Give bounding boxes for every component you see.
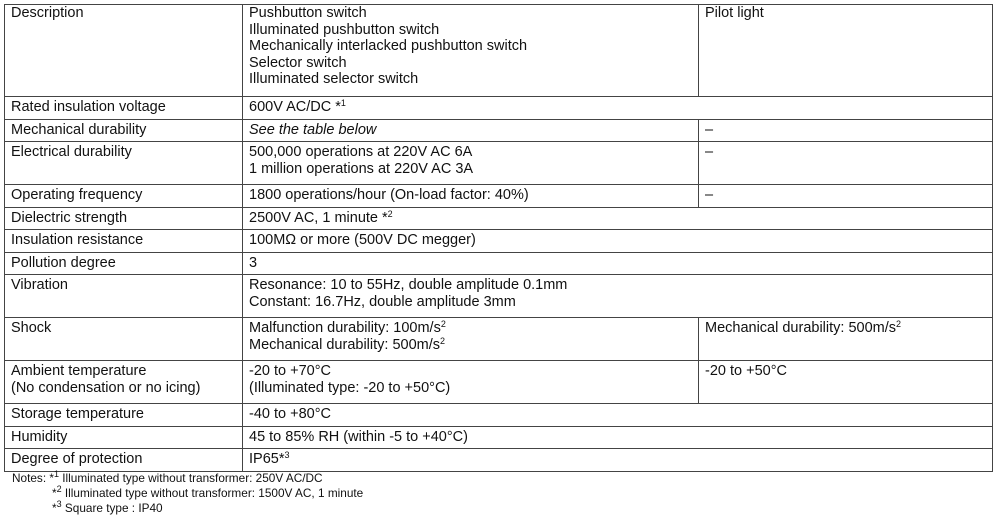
row-value: Resonance: 10 to 55Hz, double amplitude 0.1mm Constant: 16.7Hz, double amplitude 3mm xyxy=(243,275,993,318)
table-row xyxy=(5,230,993,253)
footnote-2: *$^2$ Illuminated type without transformer: 1500V AC, 1 minute xyxy=(52,484,364,500)
table-row xyxy=(5,119,993,142)
table-row xyxy=(5,449,993,472)
row-label: Mechanical durability xyxy=(5,119,243,142)
row-label: Ambient temperature (No condensation or no icing) xyxy=(5,361,243,404)
table-row xyxy=(5,275,993,318)
footnote-1: Notes: *$^1$ Illuminated type without transformer: 250V AC/DC xyxy=(12,469,323,485)
row-value: 1800 operations/hour (On-load factor: 40%) xyxy=(243,185,699,208)
row-label: Degree of protection xyxy=(5,449,243,472)
row-label: Dielectric strength xyxy=(5,207,243,230)
pilot-value: -20 to +50°C xyxy=(699,361,993,404)
row-value: 2500V AC, 1 minute *$^2$ xyxy=(243,207,993,230)
row-value: IP65*$^3$ xyxy=(243,449,993,472)
row-label: Humidity xyxy=(5,426,243,449)
row-label: Shock xyxy=(5,318,243,361)
table-row xyxy=(5,318,993,361)
table-row xyxy=(5,252,993,275)
spec-table xyxy=(4,4,993,472)
row-value: Malfunction durability: $100m/s^2$ Mechanical durability: $500m/s^2$ xyxy=(243,318,699,361)
row-label: Description xyxy=(5,5,243,97)
table-row xyxy=(5,185,993,208)
table-row xyxy=(5,142,993,185)
table-row xyxy=(5,361,993,404)
row-value: 45 to 85% RH (within -5 to +40°C) xyxy=(243,426,993,449)
table-row xyxy=(5,5,993,97)
footnote-3: *$^3$ Square type : IP40 xyxy=(52,499,163,515)
pilot-light-header: Pilot light xyxy=(699,5,993,97)
switch-types-cell xyxy=(243,5,699,97)
table-row xyxy=(5,97,993,120)
pilot-value: – xyxy=(699,185,993,208)
row-value: -20 to +70°C (Illuminated type: -20 to +50°C) xyxy=(243,361,699,404)
row-value: -40 to +80°C xyxy=(243,404,993,427)
list-item: Selector switch xyxy=(249,54,347,71)
row-value: 3 xyxy=(243,252,993,275)
row-value: 500,000 operations at 220V AC 6A 1 million operations at 220V AC 3A xyxy=(243,142,699,185)
row-label: Rated insulation voltage xyxy=(5,97,243,120)
row-label: Insulation resistance xyxy=(5,230,243,253)
row-label: Vibration xyxy=(5,275,243,318)
row-label: Storage temperature xyxy=(5,404,243,427)
row-value: 100MΩ or more (500V DC megger) xyxy=(243,230,993,253)
list-item: Illuminated selector switch xyxy=(249,71,419,87)
row-value: 600V AC/DC *$^1$ xyxy=(243,97,993,120)
row-label: Electrical durability xyxy=(5,142,243,185)
row-label: Operating frequency xyxy=(5,185,243,208)
table-row xyxy=(5,426,993,449)
list-item: Pushbutton switch xyxy=(249,5,367,21)
list-item: Mechanically interlacked pushbutton switch xyxy=(249,38,528,54)
pilot-value: Mechanical durability: $500m/s^2$ xyxy=(699,318,993,361)
pilot-value: – xyxy=(699,119,993,142)
list-item: Illuminated pushbutton switch xyxy=(249,21,440,38)
footnotes xyxy=(12,471,363,516)
pilot-value: – xyxy=(699,142,993,185)
row-label: Pollution degree xyxy=(5,252,243,275)
row-value: See the table below xyxy=(243,119,699,142)
table-row xyxy=(5,404,993,427)
table-row xyxy=(5,207,993,230)
